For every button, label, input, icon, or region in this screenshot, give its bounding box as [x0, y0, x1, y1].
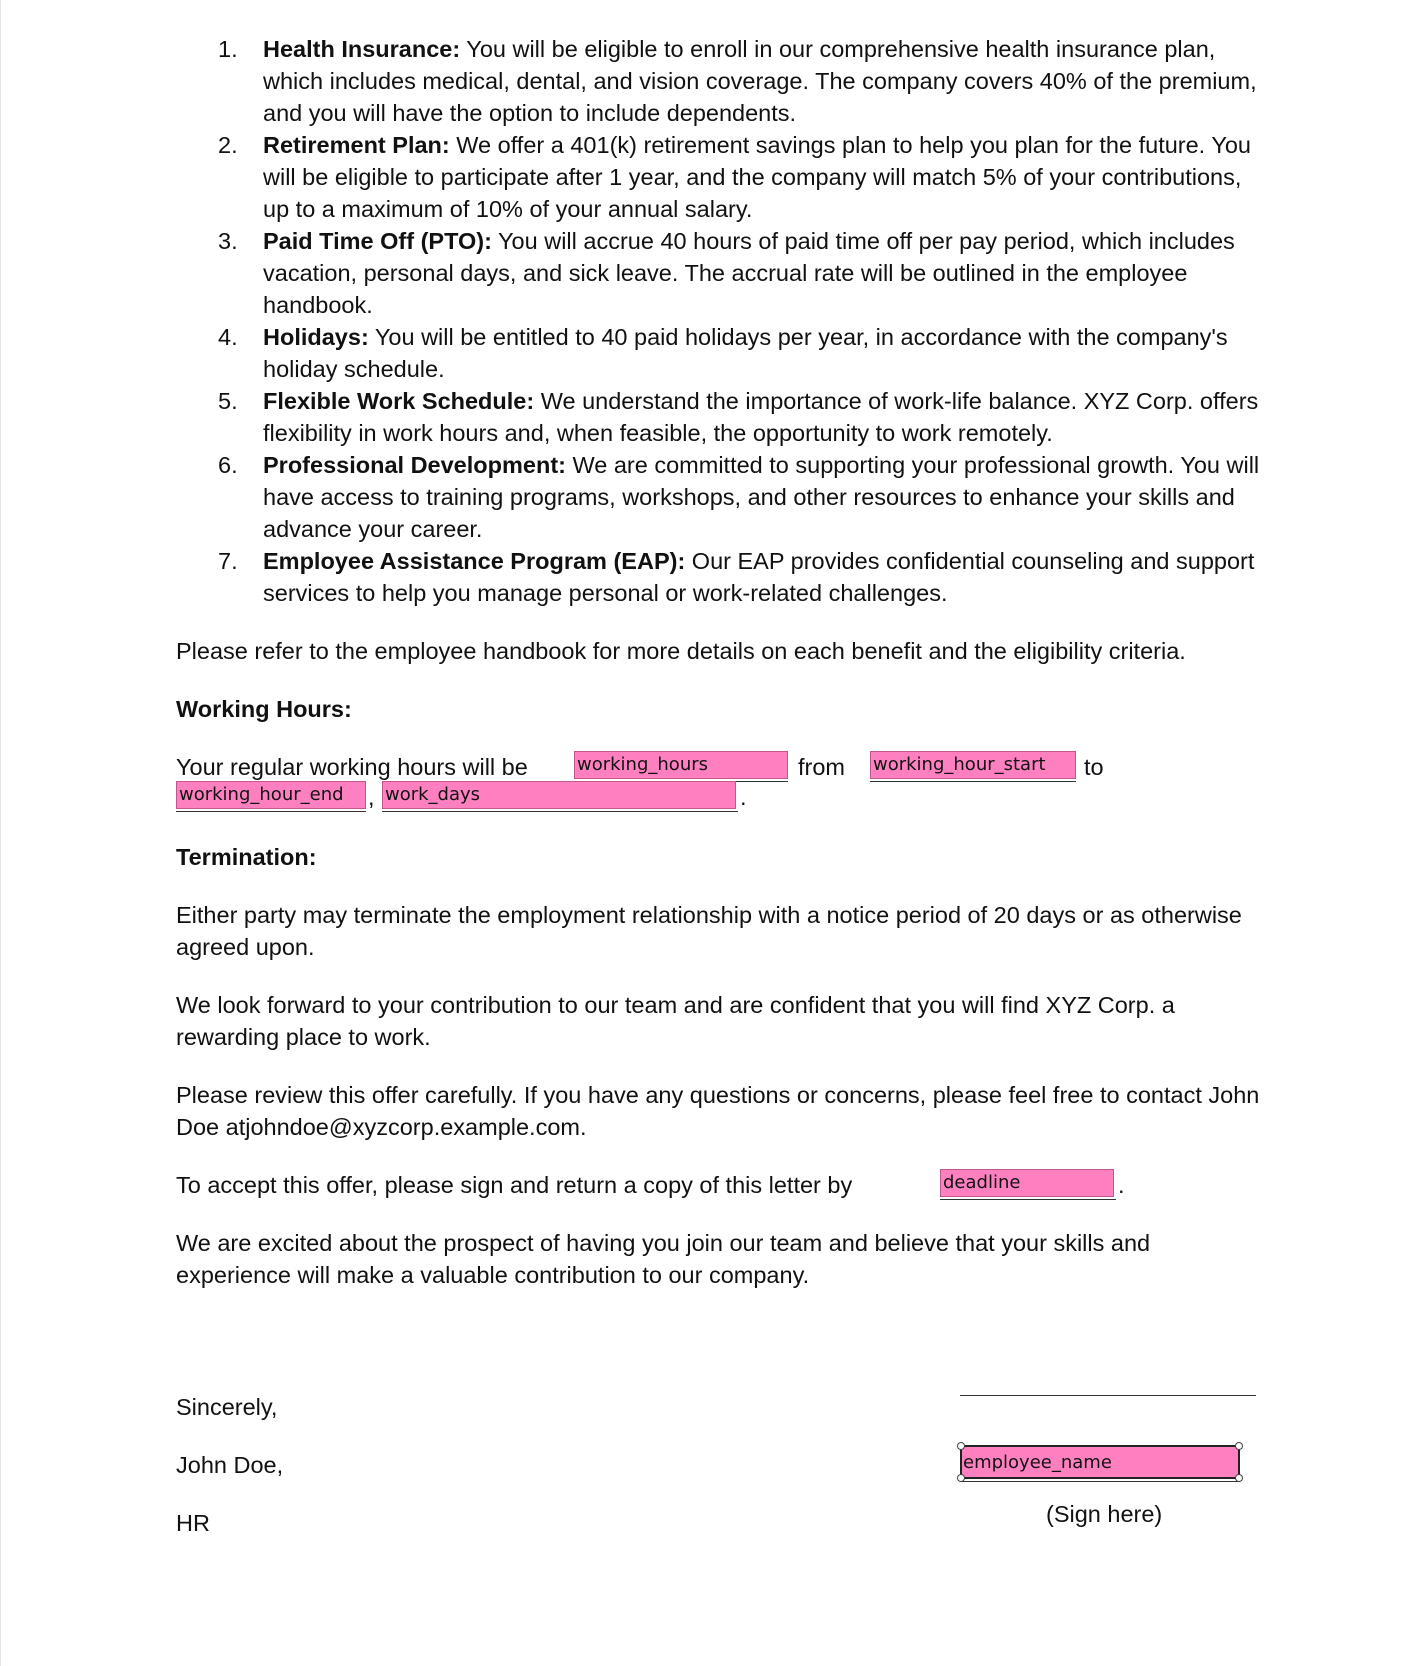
employee-name-field[interactable] [960, 1445, 1240, 1482]
page-edge [0, 0, 1, 1666]
employee-name-label: employee_name [960, 1445, 1240, 1479]
sender-signature [176, 1391, 283, 1565]
list-number: 2. [218, 132, 238, 158]
sender-department: HR [176, 1510, 210, 1536]
benefit-text: You will be eligible to enroll in our comprehensive health insurance plan, which includes medical, dental, and vision coverage. The company covers 40% of the premium, and you will have the option to include dependents. [263, 36, 1257, 126]
benefit-text: We understand the importance of work-life balance. XYZ Corp. offers flexibility in work hours and, when feasible, the opportunity to work remotely. [263, 388, 1259, 446]
working-hours-field[interactable] [574, 751, 788, 782]
comma: , [368, 784, 375, 810]
review-paragraph: Please review this offer carefully. If you have any questions or concerns, please feel free to contact John Doe atjohndoe@xyzcorp.example.com. [176, 1082, 1260, 1140]
accept-prefix: To accept this offer, please sign and return a copy of this letter by [176, 1172, 853, 1198]
list-number: 6. [218, 452, 238, 478]
accept-paragraph [176, 1169, 1266, 1201]
working-hours-paragraph [176, 751, 1266, 815]
list-number: 4. [218, 324, 238, 350]
list-number: 5. [218, 388, 238, 414]
look-forward-paragraph: We look forward to your contribution to our team and are confident that you will find XYZ Corp. a rewarding place to work. [176, 992, 1175, 1050]
working-hour-end-field[interactable] [176, 781, 366, 812]
work-days-field[interactable] [382, 781, 738, 812]
list-number: 7. [218, 548, 238, 574]
sign-here-label: (Sign here) [1046, 1501, 1163, 1527]
benefit-title: Retirement Plan: [263, 132, 450, 158]
list-item [176, 225, 1266, 321]
working-hours-field-label: working_hours [574, 751, 788, 779]
benefit-title: Employee Assistance Program (EAP): [263, 548, 686, 574]
benefit-text: Our EAP provides confidential counseling and support services to help you manage personal or work-related challenges. [263, 548, 1255, 606]
list-item [176, 545, 1266, 609]
from-word: from [798, 754, 845, 780]
deadline-label: deadline [940, 1169, 1114, 1197]
benefit-title: Holidays: [263, 324, 369, 350]
signature-line[interactable] [960, 1395, 1256, 1396]
list-number: 3. [218, 228, 238, 254]
sender-name: John Doe, [176, 1452, 284, 1478]
to-word: to [1084, 754, 1104, 780]
benefit-title: Flexible Work Schedule: [263, 388, 535, 414]
list-number: 1. [218, 36, 238, 62]
termination-heading: Termination: [176, 844, 317, 870]
resize-handle-icon[interactable] [1235, 1442, 1243, 1450]
benefit-text: We are committed to supporting your professional growth. You will have access to training programs, workshops, and other resources to enhance your skills and advance your career. [263, 452, 1260, 542]
list-item [176, 321, 1266, 385]
refer-paragraph: Please refer to the employee handbook for more details on each benefit and the eligibility criteria. [176, 638, 1186, 664]
benefit-title: Health Insurance: [263, 36, 461, 62]
benefit-text: We offer a 401(k) retirement savings plan to help you plan for the future. You will be eligible to participate after 1 year, and the company will match 5% of your contributions, up to a maximum of 10% of your annual salary. [263, 132, 1251, 222]
period: . [1118, 1172, 1125, 1198]
letter-body [176, 33, 1266, 1291]
working-hours-heading: Working Hours: [176, 696, 352, 722]
working-hour-end-label: working_hour_end [176, 781, 366, 809]
resize-handle-icon[interactable] [1235, 1474, 1243, 1482]
resize-handle-icon[interactable] [957, 1442, 965, 1450]
working-hour-start-field[interactable] [870, 751, 1076, 782]
benefit-title: Paid Time Off (PTO): [263, 228, 492, 254]
benefit-text: You will accrue 40 hours of paid time off per pay period, which includes vacation, personal days, and sick leave. The accrual rate will be outlined in the employee handbook. [263, 228, 1235, 318]
deadline-field[interactable] [940, 1169, 1116, 1200]
benefits-list [176, 33, 1266, 609]
list-item [176, 449, 1266, 545]
working-hours-prefix: Your regular working hours will be [176, 754, 528, 780]
excited-paragraph: We are excited about the prospect of having you join our team and believe that your skills and experience will make a valuable contribution to our company. [176, 1230, 1151, 1288]
list-item [176, 385, 1266, 449]
period: . [740, 784, 747, 810]
benefit-text: You will be entitled to 40 paid holidays per year, in accordance with the company's holiday schedule. [263, 324, 1228, 382]
list-item [176, 129, 1266, 225]
benefit-title: Professional Development: [263, 452, 566, 478]
termination-paragraph: Either party may terminate the employment relationship with a notice period of 20 days or as otherwise agreed upon. [176, 902, 1242, 960]
closing: Sincerely, [176, 1394, 278, 1420]
resize-handle-icon[interactable] [957, 1474, 965, 1482]
work-days-label: work_days [382, 781, 736, 809]
working-hour-start-label: working_hour_start [870, 751, 1076, 779]
list-item [176, 33, 1266, 129]
